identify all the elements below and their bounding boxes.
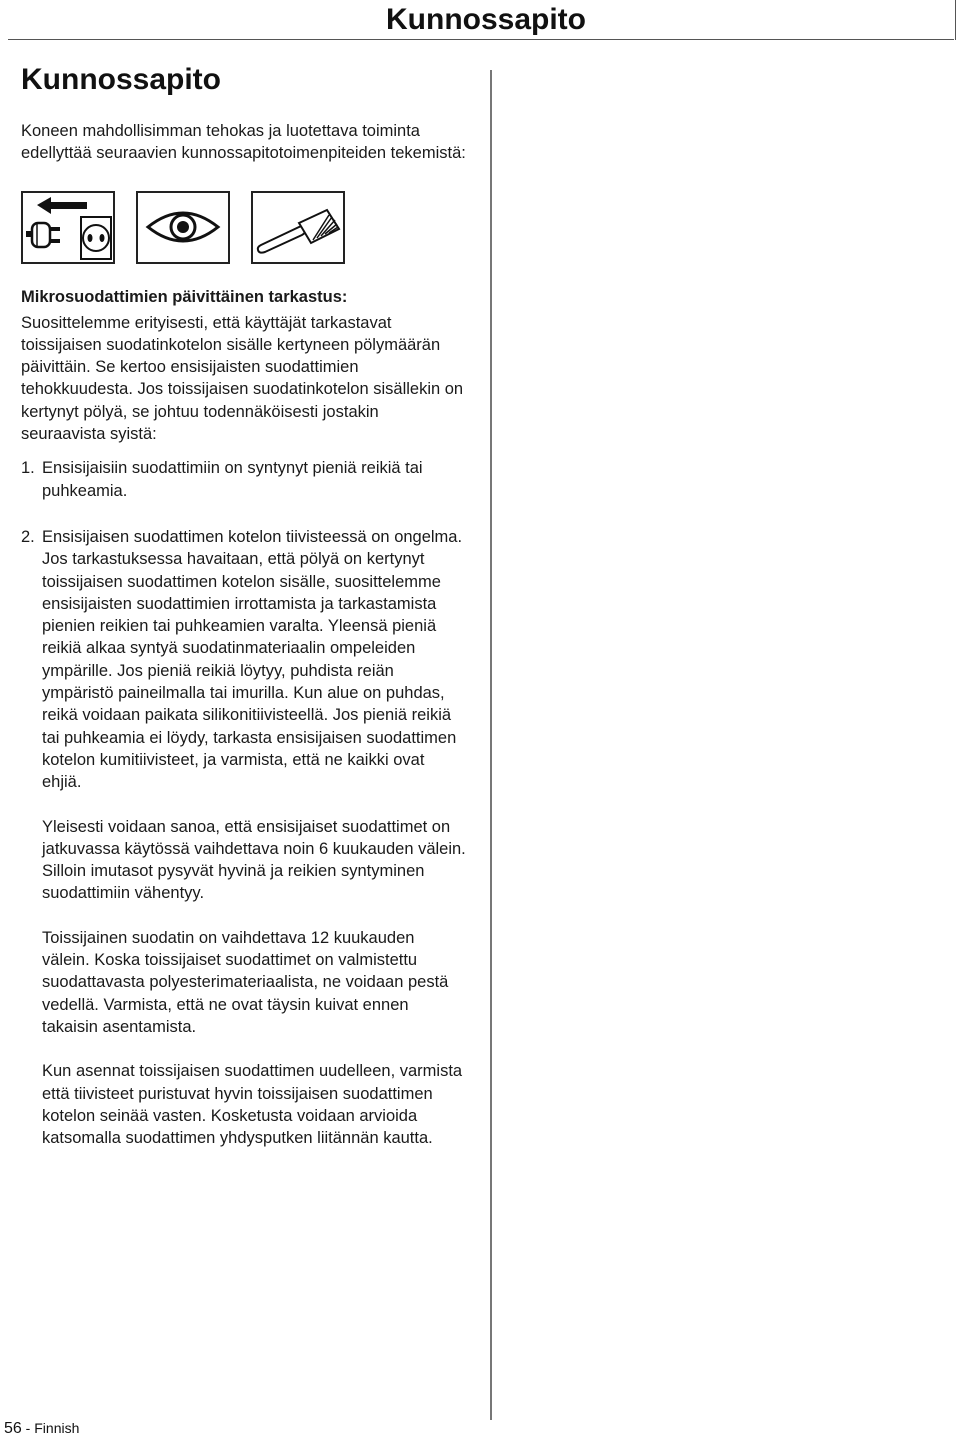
eye-icon bbox=[136, 191, 230, 264]
paragraph-4: Kun asennat toissijaisen suodattimen uudelleen, varmista että tiivisteet puristuvat hyvin toissijaisen suodattimen kotelon seinää vasten. Kosketusta voidaan arvioida katsomalla suodattimen yhdysputken liitännän kautta. bbox=[42, 1062, 463, 1148]
list-number: 2. bbox=[21, 527, 35, 546]
paragraph-2: Yleisesti voidaan sanoa, että ensisijaiset suodattimet on jatkuvassa käytössä vaihdettava noin 6 kuukauden välein. Silloin imutasot pysyvät hyvinä ja reikien syntyminen suodattimiin vähentyy. bbox=[42, 817, 466, 903]
paragraph-3: Toissijainen suodatin on vaihdettava 12 kuukauden välein. Koska toissijaiset suodattimet on valmistettu suodattavasta polyesterimateriaalista, ne voidaan pestä vedellä. Varmista, että ne ovat täysin kuivat ennen takaisin asentamista. bbox=[42, 928, 449, 1036]
header-title: Kunnossapito bbox=[386, 3, 586, 36]
list-text: Ensisijaisen suodattimen kotelon tiivisteessä on ongelma. Jos tarkastuksessa havaitaan, että pölyä on kertynyt toissijaisen suodattimen kotelon sisälle, suosittelemme ensisijaisten suodattimien irrottamista ja tarkastamista pienien reikien tai puhkeamien varalta. Yleensä pieniä reikiä alkaa syntyä suodatinmateriaalin ompeleiden ympärille. Jos pieniä reikiä löytyy, puhdista reiän ympäristö paineilmalla tai imurilla. Kun alue on puhdas, reikä voidaan paikata silikonitiivisteellä. Jos pieniä reikiä tai puhkeamia ei löydy, tarkasta ensisijaisen suodattimen kotelon kumitiivisteet, ja varmista, että ne kaikki ovat ehjiä. bbox=[42, 527, 463, 792]
main-column bbox=[21, 60, 466, 1149]
header-right-rule bbox=[955, 0, 956, 40]
footer-separator: - bbox=[21, 1420, 35, 1436]
unplug-icon bbox=[21, 191, 115, 264]
paragraph-1: Suosittelemme erityisesti, että käyttäjät tarkastavat toissijaisen suodatinkotelon sisälle kertyneen pölymäärän päivittäin. Se kertoo ensisijaisten suodattimien tehokkuudesta. Jos toissijaisen suodatinkotelon sisällekin on kertynyt pölyä, se johtuu todennäköisesti jostakin seuraavista syistä: bbox=[21, 313, 464, 444]
intro-text: Koneen mahdollisimman tehokas ja luotettava toiminta edellyttää seuraavien kunnossapitotoimenpiteiden tekemistä: bbox=[21, 122, 466, 163]
cause-list bbox=[21, 457, 466, 793]
brush-icon bbox=[251, 191, 345, 264]
page-footer bbox=[4, 1420, 79, 1438]
list-item bbox=[21, 526, 466, 794]
footer-language: Finnish bbox=[34, 1420, 80, 1436]
section-heading: Kunnossapito bbox=[21, 63, 221, 96]
subheading: Mikrosuodattimien päivittäinen tarkastus: bbox=[21, 287, 348, 306]
list-text: Ensisijaisiin suodattimiin on syntynyt pieniä reikiä tai puhkeamia. bbox=[42, 459, 423, 500]
list-item bbox=[21, 457, 466, 502]
list-number: 1. bbox=[21, 459, 35, 478]
column-divider bbox=[490, 70, 492, 1420]
page-number: 56 bbox=[4, 1420, 22, 1437]
maintenance-icons bbox=[21, 191, 466, 264]
header-rule bbox=[8, 39, 954, 40]
